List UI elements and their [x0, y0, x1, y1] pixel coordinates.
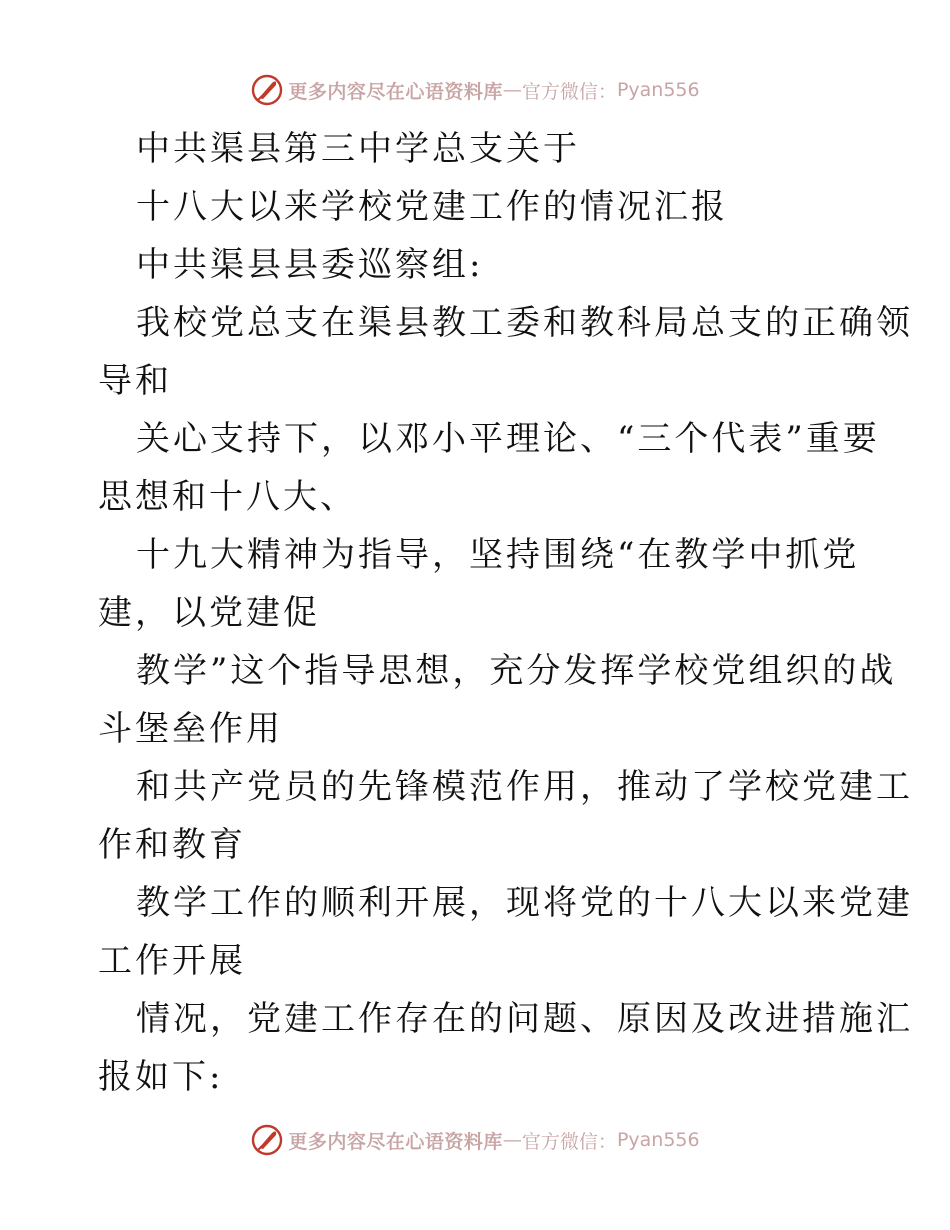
document-title-line-2: 十八大以来学校党建工作的情况汇报 [136, 187, 728, 227]
watermark-separator: — [502, 79, 522, 101]
paragraph-line: 十九大精神为指导，坚持围绕“在教学中抓党 [136, 535, 860, 575]
paragraph-line: 思想和十八大、 [98, 477, 357, 517]
document-body [98, 120, 913, 1106]
paragraph-line: 作和教育 [98, 825, 246, 865]
paragraph-line: 工作开展 [98, 941, 246, 981]
paragraph-line: 和共产党员的先锋模范作用，推动了学校党建工 [136, 767, 913, 807]
quill-pen-icon [250, 73, 284, 107]
watermark-id: Pyan556 [616, 79, 700, 101]
paragraph-line: 情况，党建工作存在的问题、原因及改进措施汇 [136, 999, 913, 1039]
paragraph-line: 导和 [98, 361, 172, 401]
watermark-label: 官方微信： [521, 1130, 617, 1153]
paragraph-line: 我校党总支在渠县教工委和教科局总支的正确领 [136, 303, 913, 343]
watermark-brand: 更多内容尽在心语资料库 [288, 1130, 503, 1153]
paragraph-line: 建，以党建促 [98, 593, 320, 633]
paragraph-line: 关心支持下，以邓小平理论、“三个代表”重要 [136, 419, 880, 459]
footer-watermark [0, 1122, 950, 1158]
watermark-id: Pyan556 [616, 1129, 700, 1151]
document-title-line-1: 中共渠县第三中学总支关于 [136, 129, 580, 169]
paragraph-line: 斗堡垒作用 [98, 709, 283, 749]
quill-pen-icon [250, 1123, 284, 1157]
paragraph-line: 教学”这个指导思想，充分发挥学校党组织的战 [136, 651, 897, 691]
watermark-separator: — [502, 1129, 522, 1151]
header-watermark [0, 72, 950, 108]
paragraph-line: 教学工作的顺利开展，现将党的十八大以来党建 [136, 883, 913, 923]
watermark-brand: 更多内容尽在心语资料库 [288, 80, 503, 103]
paragraph-line: 报如下: [98, 1057, 224, 1097]
watermark-label: 官方微信： [521, 80, 617, 103]
document-recipient: 中共渠县县委巡察组: [136, 245, 484, 285]
